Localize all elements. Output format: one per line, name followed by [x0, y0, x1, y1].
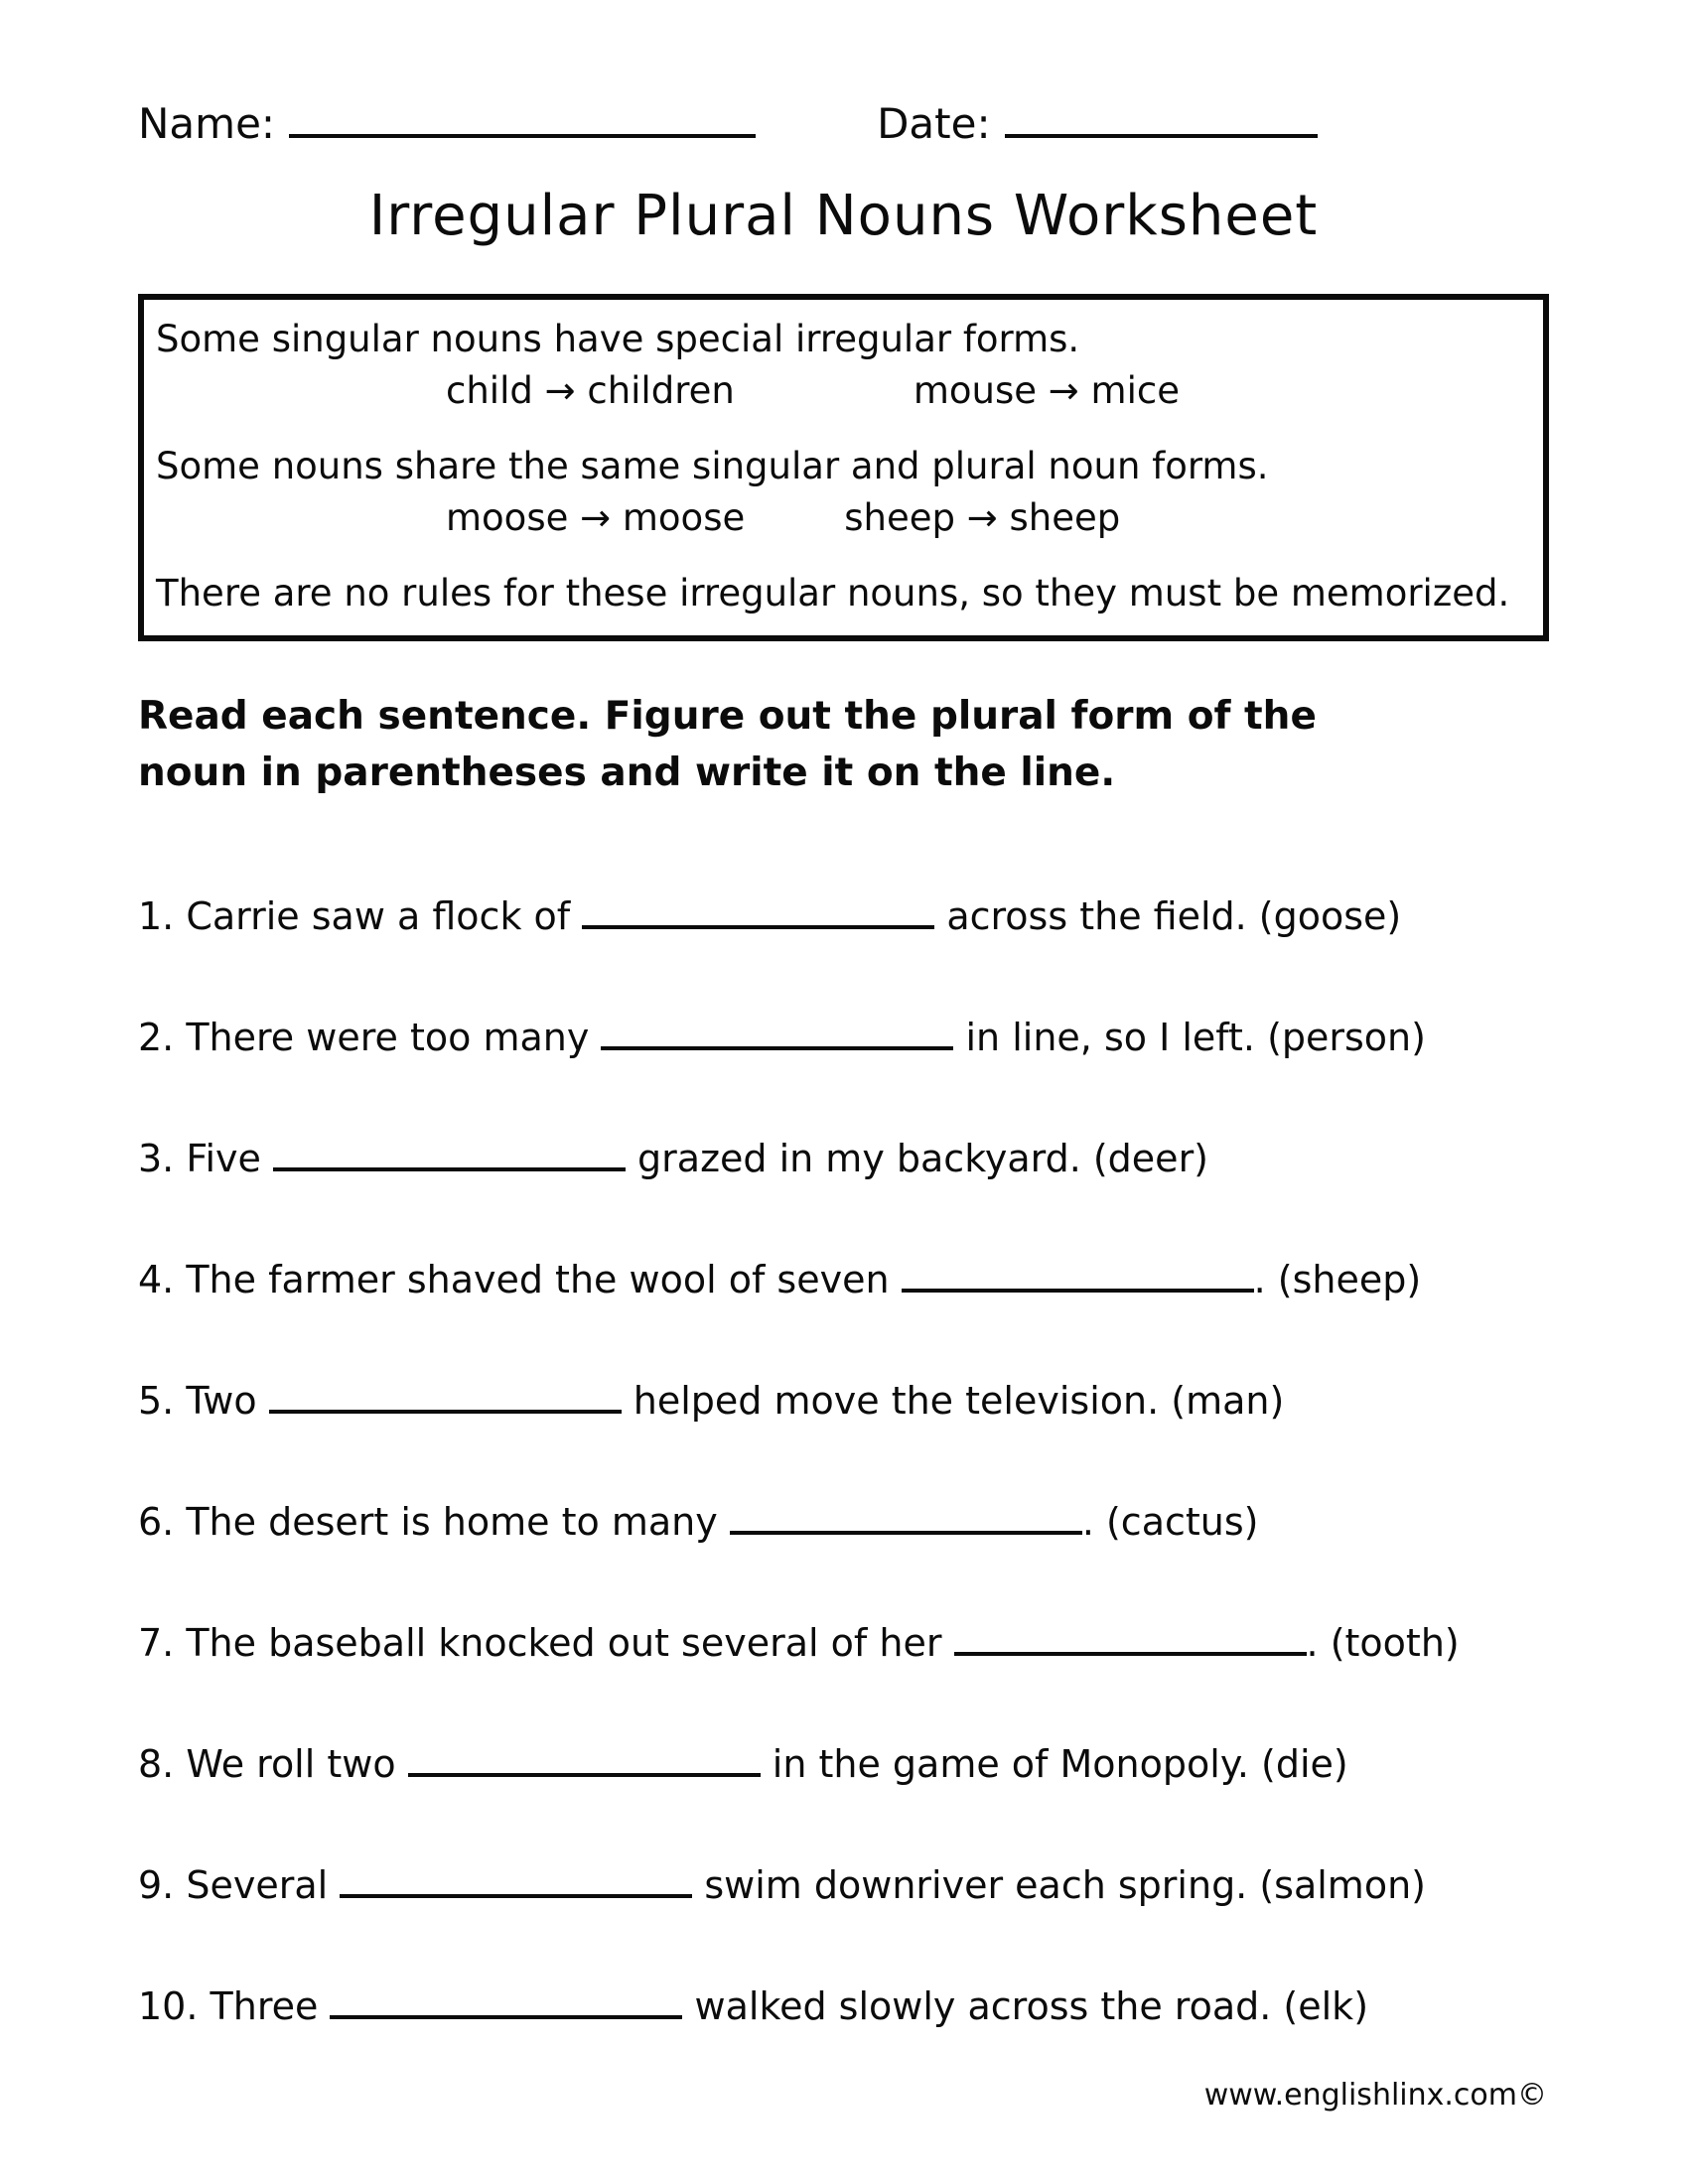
question-text-after: walked slowly across the road.	[682, 1984, 1284, 2029]
instructions-text: Read each sentence. Figure out the plural form of the noun in parentheses and write it on the line.	[138, 694, 1317, 795]
question-text-before: The baseball knocked out several of her	[174, 1621, 954, 1666]
example-mouse-mice: mouse → mice	[913, 369, 1180, 412]
question-text-after: .	[1306, 1621, 1331, 1666]
question-number: 9.	[138, 1863, 175, 1908]
answer-blank-line	[330, 2015, 682, 2019]
noun-hint: (cactus)	[1105, 1500, 1259, 1545]
question-text-after: .	[1081, 1500, 1106, 1545]
question-row-9	[138, 1861, 1549, 1909]
question-row-4	[138, 1256, 1549, 1303]
question-text-after: helped move the television.	[621, 1379, 1172, 1424]
question-text-before: Five	[174, 1137, 273, 1181]
question-row-3	[138, 1135, 1549, 1182]
question-number: 4.	[138, 1258, 175, 1302]
noun-hint: (die)	[1261, 1742, 1348, 1787]
rule-text-2: Some nouns share the same singular and plural noun forms.	[156, 445, 1269, 487]
question-row-6	[138, 1498, 1549, 1546]
question-number: 7.	[138, 1621, 175, 1666]
website-credit: www.englishlinx.com©	[1203, 2078, 1547, 2113]
answer-blank-line	[601, 1046, 953, 1050]
question-number: 8.	[138, 1742, 175, 1787]
example-moose-moose: moose → moose	[446, 496, 746, 539]
noun-hint: (sheep)	[1277, 1258, 1422, 1302]
question-text-before: Several	[174, 1863, 341, 1908]
questions-list	[138, 892, 1549, 2030]
question-row-10	[138, 1982, 1549, 2030]
noun-hint: (elk)	[1283, 1984, 1369, 2029]
question-number: 2.	[138, 1016, 175, 1060]
name-label: Name:	[138, 99, 276, 148]
rules-box	[138, 294, 1549, 641]
date-group	[877, 99, 1318, 148]
question-number: 1.	[138, 894, 175, 939]
rule-2-examples	[156, 494, 1531, 542]
question-row-2	[138, 1014, 1549, 1061]
date-label: Date:	[877, 99, 991, 148]
question-text-after: swim downriver each spring.	[692, 1863, 1260, 1908]
question-text-before: We roll two	[174, 1742, 408, 1787]
noun-hint: (salmon)	[1259, 1863, 1426, 1908]
answer-blank-line	[582, 925, 934, 929]
noun-hint: (goose)	[1258, 894, 1402, 939]
question-row-5	[138, 1377, 1549, 1425]
noun-hint: (tooth)	[1330, 1621, 1460, 1666]
question-text-after: grazed in my backyard.	[625, 1137, 1093, 1181]
answer-blank-line	[273, 1167, 626, 1171]
noun-hint: (man)	[1171, 1379, 1285, 1424]
name-blank-line	[289, 134, 756, 138]
answer-blank-line	[340, 1894, 692, 1898]
question-row-8	[138, 1740, 1549, 1788]
question-number: 3.	[138, 1137, 175, 1181]
question-text-before: Two	[174, 1379, 269, 1424]
question-text-before: The farmer shaved the wool of seven	[174, 1258, 902, 1302]
answer-blank-line	[408, 1773, 761, 1777]
question-text-after: in line, so I left.	[953, 1016, 1268, 1060]
date-blank-line	[1005, 134, 1318, 138]
page-title: Irregular Plural Nouns Worksheet	[368, 184, 1319, 248]
noun-hint: (person)	[1267, 1016, 1426, 1060]
question-number: 5.	[138, 1379, 175, 1424]
rule-text-1: Some singular nouns have special irregular forms.	[156, 318, 1080, 360]
question-text-after: in the game of Monopoly.	[760, 1742, 1262, 1787]
answer-blank-line	[954, 1652, 1307, 1656]
question-row-1	[138, 892, 1549, 940]
question-text-after: .	[1253, 1258, 1278, 1302]
example-child-children: child → children	[446, 369, 735, 412]
answer-blank-line	[730, 1531, 1082, 1535]
question-text-before: There were too many	[174, 1016, 602, 1060]
question-text-before: Carrie saw a flock of	[174, 894, 583, 939]
answer-blank-line	[902, 1289, 1254, 1293]
question-row-7	[138, 1619, 1549, 1667]
noun-hint: (deer)	[1092, 1137, 1209, 1181]
question-number: 6.	[138, 1500, 175, 1545]
question-text-before: Three	[198, 1984, 331, 2029]
example-sheep-sheep: sheep → sheep	[844, 496, 1121, 539]
rule-1-examples	[156, 367, 1531, 415]
header-row	[138, 99, 1549, 148]
question-text-after: across the field.	[934, 894, 1259, 939]
rule-text-3: There are no rules for these irregular nouns, so they must be memorized.	[156, 572, 1510, 614]
question-number: 10.	[138, 1984, 199, 2029]
answer-blank-line	[269, 1410, 622, 1414]
question-text-before: The desert is home to many	[174, 1500, 730, 1545]
